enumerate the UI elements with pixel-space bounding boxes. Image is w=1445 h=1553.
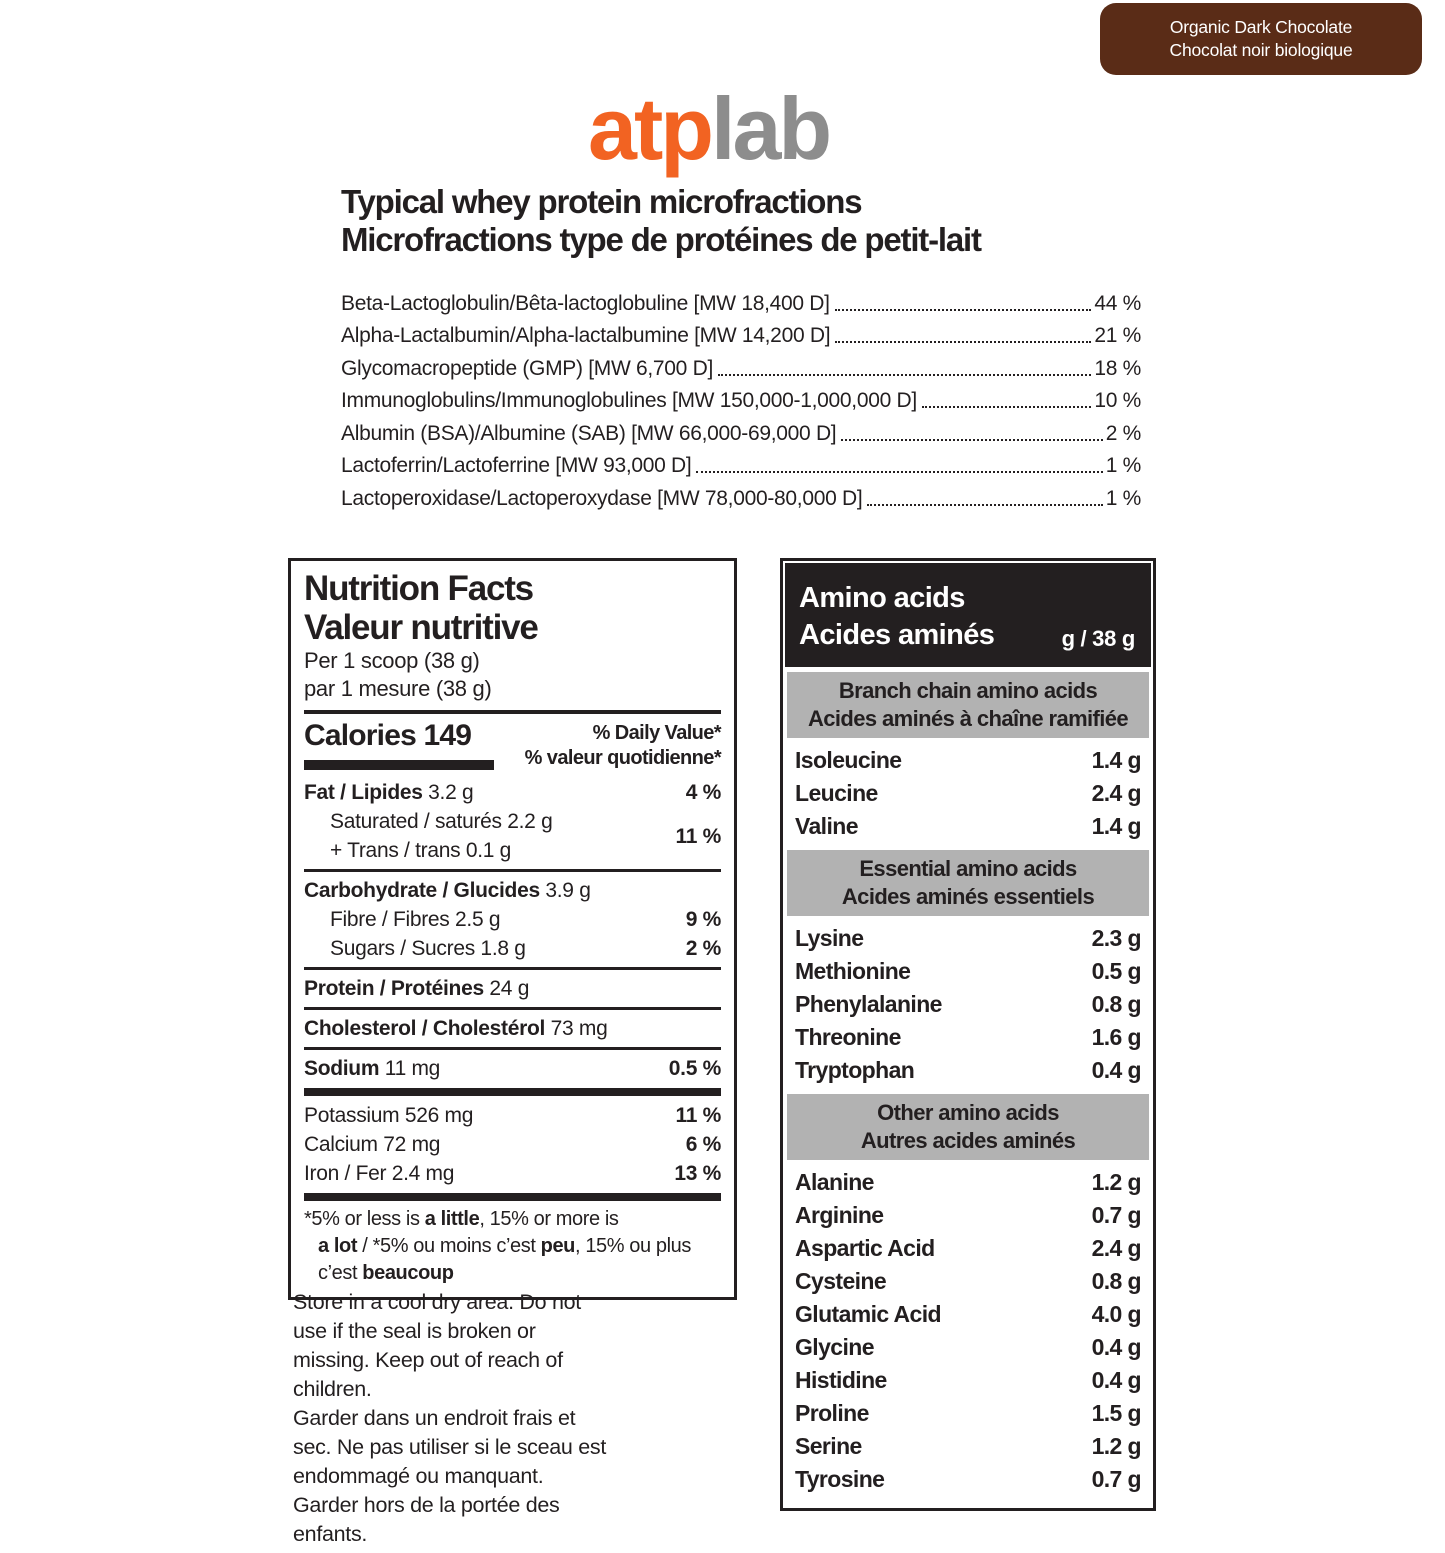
nutrient-row-protein xyxy=(304,974,721,1003)
daily-value-header xyxy=(525,721,721,771)
saturated-trans-dv: 11 % xyxy=(675,824,721,848)
daily-value-footnote xyxy=(304,1206,721,1287)
amino-acid-value: 1.2 g xyxy=(1091,1433,1141,1459)
bcaa-heading-en: Branch chain amino acids xyxy=(838,678,1098,703)
serving-size-fr: par 1 mesure (38 g) xyxy=(304,676,492,701)
footnote-segment: beaucoup xyxy=(362,1262,454,1284)
microfraction-label: Beta-Lactoglobulin/Bêta-lactoglobuline [MW 18,400 D] xyxy=(341,291,830,315)
carb-amount: 3.9 g xyxy=(545,879,591,902)
amino-acid-name: Phenylalanine xyxy=(795,991,942,1017)
storage-line: Store in a cool dry area. Do not xyxy=(293,1290,581,1314)
storage-line: endommagé ou manquant. xyxy=(293,1464,544,1488)
microfraction-label: Lactoperoxidase/Lactoperoxydase [MW 78,000-80,000 D] xyxy=(341,486,863,510)
essential-heading-fr: Acides aminés essentiels xyxy=(841,884,1095,909)
cholesterol-name: Cholesterol / Cholestérol xyxy=(304,1017,546,1040)
footnote-segment: *5% or less is xyxy=(304,1208,425,1230)
microfractions-heading-en: Typical whey protein microfractions xyxy=(341,183,862,220)
daily-value-header-en: % Daily Value* xyxy=(592,722,721,744)
amino-acid-row xyxy=(795,1397,1141,1430)
microfraction-value: 18 % xyxy=(1094,356,1141,380)
dot-leader xyxy=(841,439,1102,441)
microfraction-value: 1 % xyxy=(1105,486,1141,510)
footnote-segment: , 15% ou plus xyxy=(575,1235,691,1257)
amino-acid-name: Histidine xyxy=(795,1367,887,1393)
nutrient-row-fat xyxy=(304,778,721,807)
calories-value xyxy=(304,719,494,771)
flavour-name-en: Organic Dark Chocolate xyxy=(1169,17,1353,37)
microfraction-row xyxy=(341,316,1141,349)
amino-acid-name: Serine xyxy=(795,1433,862,1459)
nutrition-facts-panel xyxy=(288,558,737,1300)
microfraction-row xyxy=(341,283,1141,316)
amino-acid-row xyxy=(795,1232,1141,1265)
storage-line: children. xyxy=(293,1377,372,1401)
carb-name: Carbohydrate / Glucides xyxy=(304,879,540,902)
divider xyxy=(304,1007,721,1010)
microfraction-value: 44 % xyxy=(1094,291,1141,315)
amino-acid-value: 2.4 g xyxy=(1091,780,1141,806)
amino-acid-value: 2.4 g xyxy=(1091,1235,1141,1261)
calories-row xyxy=(304,719,721,771)
amino-acids-panel xyxy=(780,558,1156,1511)
microfractions-heading-fr: Microfractions type de protéines de petit-lait xyxy=(341,221,981,258)
storage-instructions xyxy=(293,1288,606,1549)
footnote-line xyxy=(304,1206,721,1233)
fat-amount: 3.2 g xyxy=(428,781,474,804)
protein-label xyxy=(304,974,529,1003)
amino-acid-name: Aspartic Acid xyxy=(795,1235,935,1261)
serving-size-en: Per 1 scoop (38 g) xyxy=(304,648,480,673)
microfraction-label: Glycomacropeptide (GMP) [MW 6,700 D] xyxy=(341,356,713,380)
microfraction-label: Alpha-Lactalbumin/Alpha-lactalbumine [MW 14,200 D] xyxy=(341,324,831,347)
nutrient-row-sugars xyxy=(304,934,721,963)
footnote-segment: c’est xyxy=(318,1262,363,1284)
dot-leader xyxy=(835,309,1092,311)
storage-line: missing. Keep out of reach of xyxy=(293,1348,563,1372)
footnote-segment: / *5% ou moins c’est xyxy=(357,1235,541,1257)
saturated-label: Saturated / saturés 2.2 g xyxy=(330,810,553,833)
storage-line: use if the seal is broken or xyxy=(293,1319,536,1343)
brand-logo xyxy=(588,79,830,178)
amino-acid-row xyxy=(795,1021,1141,1054)
calories-underline xyxy=(304,760,494,770)
amino-acid-row xyxy=(795,988,1141,1021)
daily-value-header-fr: % valeur quotidienne* xyxy=(524,747,721,769)
amino-acid-row xyxy=(795,1331,1141,1364)
amino-acid-value: 0.7 g xyxy=(1091,1466,1141,1492)
amino-acid-value: 1.4 g xyxy=(1091,813,1141,839)
amino-section-heading-essential xyxy=(787,850,1149,916)
divider xyxy=(304,869,721,872)
dot-leader xyxy=(922,406,1091,408)
microfraction-value: 1 % xyxy=(1105,454,1141,477)
amino-rows-other xyxy=(785,1165,1151,1498)
fat-name: Fat / Lipides xyxy=(304,781,423,804)
dot-leader xyxy=(867,504,1102,506)
amino-title-fr: Acides aminés xyxy=(799,619,995,651)
amino-acid-value: 0.4 g xyxy=(1091,1334,1141,1360)
other-heading-fr: Autres acides aminés xyxy=(860,1128,1076,1153)
amino-acid-name: Isoleucine xyxy=(795,747,902,773)
fat-dv: 4 % xyxy=(685,781,721,804)
amino-acid-row xyxy=(795,744,1141,777)
nutrient-row-calcium xyxy=(304,1130,721,1159)
amino-acid-name: Alanine xyxy=(795,1169,874,1195)
cholesterol-amount: 73 mg xyxy=(550,1017,608,1040)
microfraction-label: Lactoferrin/Lactoferrine [MW 93,000 D] xyxy=(341,454,692,477)
dot-leader xyxy=(696,471,1102,473)
amino-acid-row xyxy=(795,1166,1141,1199)
sugars-label: Sugars / Sucres 1.8 g xyxy=(330,937,526,960)
footnote-segment: , 15% or more is xyxy=(479,1208,619,1230)
amino-acid-value: 2.3 g xyxy=(1091,925,1141,951)
sugars-dv: 2 % xyxy=(685,937,721,960)
amino-acid-value: 1.6 g xyxy=(1091,1024,1141,1050)
amino-section-heading-other xyxy=(787,1094,1149,1160)
amino-acid-name: Proline xyxy=(795,1400,869,1426)
nutrient-row-saturated-trans xyxy=(304,807,721,865)
amino-acid-name: Arginine xyxy=(795,1202,884,1228)
brand-logo-atp: atp xyxy=(588,79,711,178)
brand-logo-lab: lab xyxy=(711,79,830,178)
amino-acid-value: 0.8 g xyxy=(1091,991,1141,1017)
other-heading-en: Other amino acids xyxy=(877,1100,1059,1125)
microfraction-value: 2 % xyxy=(1105,421,1141,445)
amino-acid-row xyxy=(795,810,1141,843)
divider xyxy=(304,710,721,714)
iron-label: Iron / Fer 2.4 mg xyxy=(304,1162,455,1185)
amino-acid-row xyxy=(795,1298,1141,1331)
amino-rows-essential xyxy=(785,921,1151,1089)
potassium-label: Potassium 526 mg xyxy=(304,1104,474,1127)
carb-label xyxy=(304,876,591,905)
nutrient-row-carbohydrate xyxy=(304,876,721,905)
nutrient-row-fibre xyxy=(304,905,721,934)
cholesterol-label xyxy=(304,1014,607,1043)
amino-acid-name: Tyrosine xyxy=(795,1466,885,1492)
iron-dv: 13 % xyxy=(674,1162,721,1185)
nutrient-row-potassium xyxy=(304,1101,721,1130)
amino-acid-row xyxy=(795,955,1141,988)
microfraction-list xyxy=(341,283,1141,511)
microfraction-row xyxy=(341,446,1141,479)
storage-line: enfants. xyxy=(293,1522,368,1546)
microfraction-row xyxy=(341,478,1141,511)
amino-acid-name: Leucine xyxy=(795,780,878,806)
amino-acid-value: 4.0 g xyxy=(1091,1301,1141,1327)
microfraction-label: Immunoglobulins/Immunoglobulines [MW 150,000-1,000,000 D] xyxy=(341,389,917,412)
essential-heading-en: Essential amino acids xyxy=(859,856,1077,881)
footnote-line xyxy=(304,1233,721,1260)
calcium-label: Calcium 72 mg xyxy=(304,1133,441,1156)
amino-acid-row xyxy=(795,1430,1141,1463)
sodium-amount: 11 mg xyxy=(384,1057,441,1080)
fat-label xyxy=(304,778,473,807)
amino-acid-name: Tryptophan xyxy=(795,1057,915,1083)
footnote-segment: a little xyxy=(424,1208,480,1230)
microfraction-row xyxy=(341,413,1141,446)
amino-acid-name: Valine xyxy=(795,813,858,839)
potassium-dv: 11 % xyxy=(675,1104,721,1127)
nutrition-title-fr: Valeur nutritive xyxy=(304,608,538,647)
amino-acid-name: Cysteine xyxy=(795,1268,887,1294)
sodium-dv: 0.5 % xyxy=(668,1057,721,1080)
amino-acid-name: Threonine xyxy=(795,1024,901,1050)
amino-acid-name: Lysine xyxy=(795,925,864,951)
amino-acid-row xyxy=(795,922,1141,955)
amino-acid-value: 1.2 g xyxy=(1091,1169,1141,1195)
amino-acid-value: 0.7 g xyxy=(1091,1202,1141,1228)
microfraction-row xyxy=(341,381,1141,414)
footnote-segment: a lot xyxy=(318,1235,358,1257)
amino-acid-row xyxy=(795,1463,1141,1496)
dot-leader xyxy=(835,341,1091,343)
microfraction-value: 10 % xyxy=(1094,389,1141,412)
bcaa-heading-fr: Acides aminés à chaîne ramifiée xyxy=(807,706,1129,731)
dot-leader xyxy=(718,374,1091,376)
amino-title-en: Amino acids xyxy=(799,582,965,614)
amino-acid-value: 0.5 g xyxy=(1091,958,1141,984)
footnote-line xyxy=(304,1260,721,1287)
amino-acid-value: 1.5 g xyxy=(1091,1400,1141,1426)
amino-acid-row xyxy=(795,1364,1141,1397)
divider xyxy=(304,1047,721,1050)
flavour-badge xyxy=(1100,3,1422,75)
amino-acid-row xyxy=(795,1199,1141,1232)
nutrition-title-en: Nutrition Facts xyxy=(304,569,533,608)
storage-line: sec. Ne pas utiliser si le sceau est xyxy=(293,1435,607,1459)
calories-label: Calories 149 xyxy=(304,719,472,752)
sodium-label xyxy=(304,1054,440,1083)
microfraction-row xyxy=(341,348,1141,381)
footnote-segment: peu xyxy=(540,1235,575,1257)
amino-rows-bcaa xyxy=(785,743,1151,845)
protein-amount: 24 g xyxy=(489,977,530,1000)
amino-acid-value: 0.4 g xyxy=(1091,1057,1141,1083)
amino-acid-value: 0.8 g xyxy=(1091,1268,1141,1294)
storage-line: Garder dans un endroit frais et xyxy=(293,1406,576,1430)
amino-acid-value: 1.4 g xyxy=(1091,747,1141,773)
trans-label: + Trans / trans 0.1 g xyxy=(330,839,512,862)
nutrient-row-sodium xyxy=(304,1054,721,1083)
divider xyxy=(304,967,721,970)
microfraction-value: 21 % xyxy=(1094,324,1141,347)
nutrient-row-iron xyxy=(304,1159,721,1188)
amino-acid-value: 0.4 g xyxy=(1091,1367,1141,1393)
calcium-dv: 6 % xyxy=(685,1133,721,1156)
divider xyxy=(304,1193,721,1201)
amino-acid-name: Methionine xyxy=(795,958,911,984)
fibre-label: Fibre / Fibres 2.5 g xyxy=(330,908,501,931)
microfraction-label: Albumin (BSA)/Albumine (SAB) [MW 66,000-69,000 D] xyxy=(341,421,837,445)
nutrient-row-cholesterol xyxy=(304,1014,721,1043)
amino-section-heading-bcaa xyxy=(787,672,1149,738)
amino-acid-row xyxy=(795,1265,1141,1298)
amino-acid-row xyxy=(795,1054,1141,1087)
saturated-trans-labels xyxy=(304,807,552,865)
amino-acids-header xyxy=(785,563,1151,667)
amino-acid-row xyxy=(795,777,1141,810)
flavour-name-fr: Chocolat noir biologique xyxy=(1169,40,1353,60)
divider xyxy=(304,1088,721,1096)
amino-acid-name: Glycine xyxy=(795,1334,874,1360)
protein-name: Protein / Protéines xyxy=(304,977,484,1000)
fibre-dv: 9 % xyxy=(685,908,721,931)
storage-line: Garder hors de la portée des xyxy=(293,1493,560,1517)
amino-unit: g / 38 g xyxy=(1061,626,1135,651)
amino-acid-name: Glutamic Acid xyxy=(795,1301,941,1327)
microfractions-heading xyxy=(341,183,981,259)
sodium-name: Sodium xyxy=(304,1057,380,1080)
